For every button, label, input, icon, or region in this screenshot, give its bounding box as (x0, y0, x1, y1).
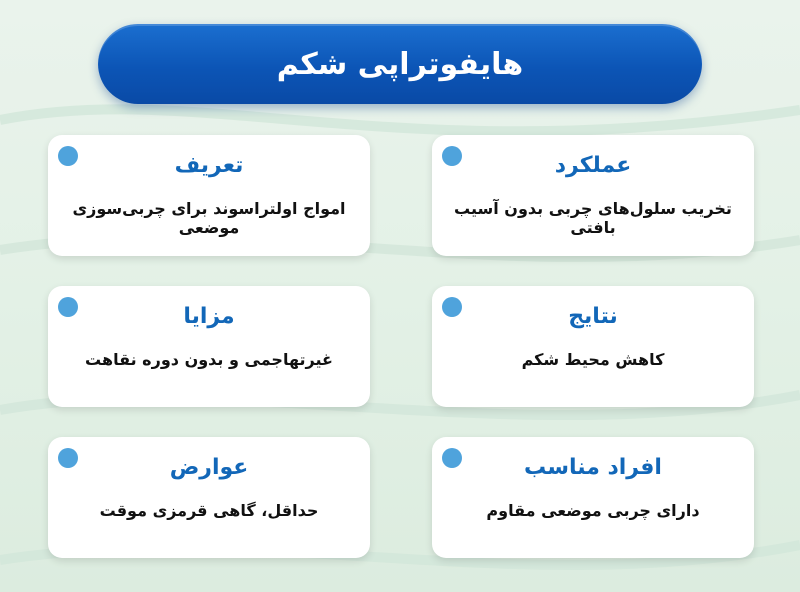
card-title: عملکرد (554, 153, 632, 178)
card-suitable-candidates (432, 437, 754, 558)
card-title: عوارض (169, 455, 249, 480)
card-title: مزایا (183, 304, 235, 329)
card-description: کاهش محیط شکم (521, 350, 665, 369)
header-banner (98, 24, 702, 104)
card-description: دارای چربی موضعی مقاوم (486, 501, 700, 520)
card-results (432, 286, 754, 407)
page-title: هایفوتراپی شکم (276, 46, 524, 82)
card-title: تعریف (174, 153, 244, 178)
card-title: نتایج (568, 304, 618, 329)
card-description: حداقل، گاهی قرمزی موقت (99, 501, 319, 520)
card-title: افراد مناسب (524, 455, 662, 480)
card-description: امواج اولتراسوند برای چربی‌سوزی موضعی (72, 199, 346, 237)
card-side-effects (48, 437, 370, 558)
card-description: غیرتهاجمی و بدون دوره نقاهت (85, 350, 333, 369)
card-function (432, 135, 754, 256)
card-definition (48, 135, 370, 256)
card-description: تخریب سلول‌های چربی بدون آسیب بافتی (454, 199, 732, 237)
card-advantages (48, 286, 370, 407)
